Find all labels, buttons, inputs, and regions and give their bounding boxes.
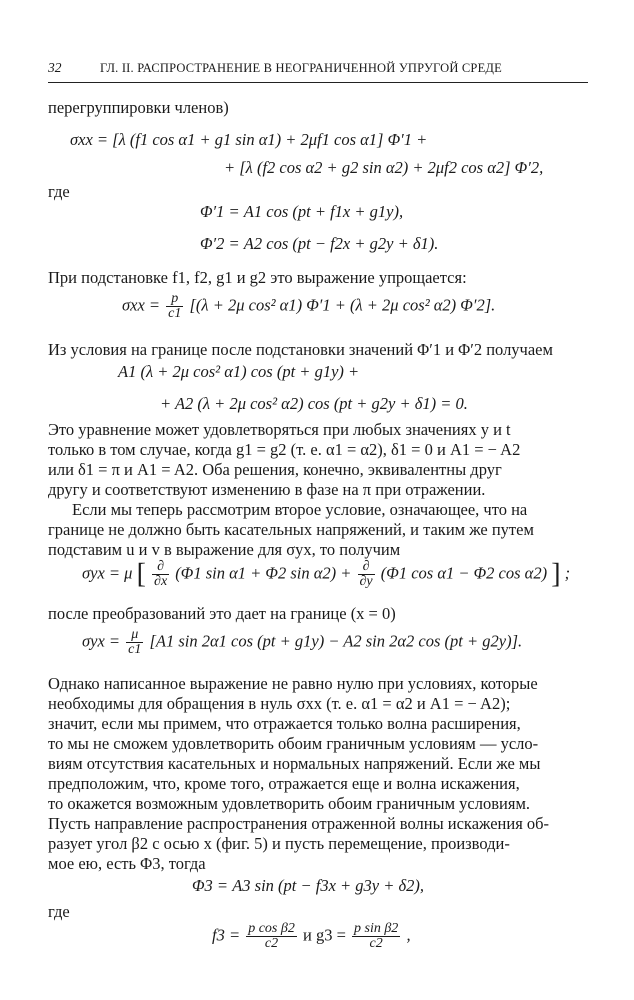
equation-phi1: Φ′1 = A1 cos (pt + f1x + g1y), [200, 202, 404, 221]
text-line: или δ1 = π и A1 = A2. Оба решения, конечно, эквивалентны друг [48, 460, 502, 479]
fraction-mu-over-c1 [126, 628, 143, 657]
fraction-denominator: c2 [264, 936, 279, 951]
text-word-where: где [48, 182, 70, 201]
text-line: Если мы теперь рассмотрим второе условие, означающее, что на [72, 500, 528, 519]
equation-phi2: Φ′2 = A2 cos (pt − f2x + g2y + δ1). [200, 234, 439, 253]
fraction-d-dy [358, 560, 375, 589]
equation-sigma-yx-boundary [82, 628, 522, 657]
text-line: после преобразований это дает на границе (x = 0) [48, 604, 396, 623]
text-line: разует угол β2 с осью x (фиг. 5) и пусть перемещение, производи- [48, 834, 510, 853]
text-line: Однако написанное выражение не равно нулю при условиях, которые [48, 674, 538, 693]
text-word-where: где [48, 902, 70, 921]
text-line: то мы не сможем удовлетворить обоим граничным условиям — усло- [48, 734, 539, 753]
text-line: другу и соответствуют изменению в фазе на π при отражении. [48, 480, 486, 499]
eq-lhs: σyx = μ [82, 563, 133, 583]
text-line: то окажется возможным удовлетворить обоим граничным условиям. [48, 794, 531, 813]
text-line: Из условия на границе после подстановки значений Φ′1 и Φ′2 получаем [48, 340, 553, 359]
eq-end: ; [564, 563, 571, 583]
fraction-numerator: p sin β2 [354, 921, 399, 936]
fraction-f3 [246, 922, 297, 951]
eq-end: , [406, 925, 411, 945]
equation-f3-g3 [212, 922, 411, 951]
equation-sigma-yx [82, 560, 570, 589]
equation-sigma-xx-simplified [122, 292, 495, 321]
text-line: При подстановке f1, f2, g1 и g2 это выражение упрощается: [48, 268, 467, 287]
text-line: перегруппировки членов) [48, 98, 229, 117]
eq-term: (Φ1 cos α1 − Φ2 cos α2) [380, 563, 548, 583]
text-line: Пусть направление распространения отраженной волны искажения об- [48, 814, 550, 833]
fraction-d-dx [152, 560, 169, 589]
eq-lhs: σxx = [122, 295, 161, 315]
fraction-p-over-c1 [166, 292, 183, 321]
eq-rhs: [(λ + 2μ cos² α1) Φ′1 + (λ + 2μ cos² α2) Φ′2]. [189, 295, 496, 315]
fraction-denominator: ∂x [154, 574, 168, 589]
right-bracket: ] [551, 558, 561, 590]
fraction-numerator: μ [126, 628, 143, 643]
left-bracket: [ [136, 558, 146, 590]
text-line: виям отсутствия касательных и нормальных напряжений. Если же мы [48, 754, 541, 773]
equation-boundary-line2: + A2 (λ + 2μ cos² α2) cos (pt + g2y + δ1) = 0. [160, 394, 468, 413]
text-line: необходимы для обращения в нуль σxx (т. е. α1 = α2 и A1 = − A2); [48, 694, 511, 713]
fraction-numerator: ∂ [152, 560, 169, 575]
fraction-denominator: c1 [128, 642, 142, 657]
eq-term: (Φ1 sin α1 + Φ2 sin α2) + [175, 563, 352, 583]
eq-lhs: σyx = [82, 631, 121, 651]
fraction-denominator: c1 [168, 306, 182, 321]
text-line: только в том случае, когда g1 = g2 (т. е. α1 = α2), δ1 = 0 и A1 = − A2 [48, 440, 521, 459]
eq-rhs: [A1 sin 2α1 cos (pt + g1y) − A2 sin 2α2 cos (pt + g2y)]. [149, 631, 523, 651]
equation-sigma-xx-line2: + [λ (f2 cos α2 + g2 sin α2) + 2μf2 cos α2] Φ′2, [224, 158, 544, 177]
eq-lhs-f3: f3 = [212, 925, 241, 945]
text-line: Это уравнение может удовлетворяться при любых значениях y и t [48, 420, 511, 439]
equation-sigma-xx-line1: σxx = [λ (f1 cos α1 + g1 sin α1) + 2μf1 cos α1] Φ′1 + [70, 130, 428, 149]
fraction-denominator: c2 [369, 936, 383, 951]
header-rule [48, 82, 588, 83]
text-line: границе не должно быть касательных напряжений, и таким же путем [48, 520, 534, 539]
text-line: предположим, что, кроме того, отражается еще и волна искажения, [48, 774, 520, 793]
equation-boundary-line1: A1 (λ + 2μ cos² α1) cos (pt + g1y) + [118, 362, 360, 381]
text-line: значит, если мы примем, что отражается только волна расширения, [48, 714, 521, 733]
fraction-numerator: p [166, 292, 183, 307]
running-title: ГЛ. II. РАСПРОСТРАНЕНИЕ В НЕОГРАНИЧЕННОЙ УПРУГОЙ СРЕДЕ [100, 61, 502, 75]
text-line: мое ею, есть Φ3, тогда [48, 854, 206, 873]
page-number: 32 [48, 60, 62, 75]
fraction-denominator: ∂y [359, 574, 373, 589]
equation-phi3: Φ3 = A3 sin (pt − f3x + g3y + δ2), [192, 876, 425, 895]
fraction-numerator: ∂ [358, 560, 375, 575]
fraction-g3 [352, 922, 400, 951]
text-line: подставим u и v в выражение для σyx, то получим [48, 540, 401, 559]
eq-and-g3: и g3 = [302, 925, 346, 945]
fraction-numerator: p cos β2 [248, 921, 295, 936]
